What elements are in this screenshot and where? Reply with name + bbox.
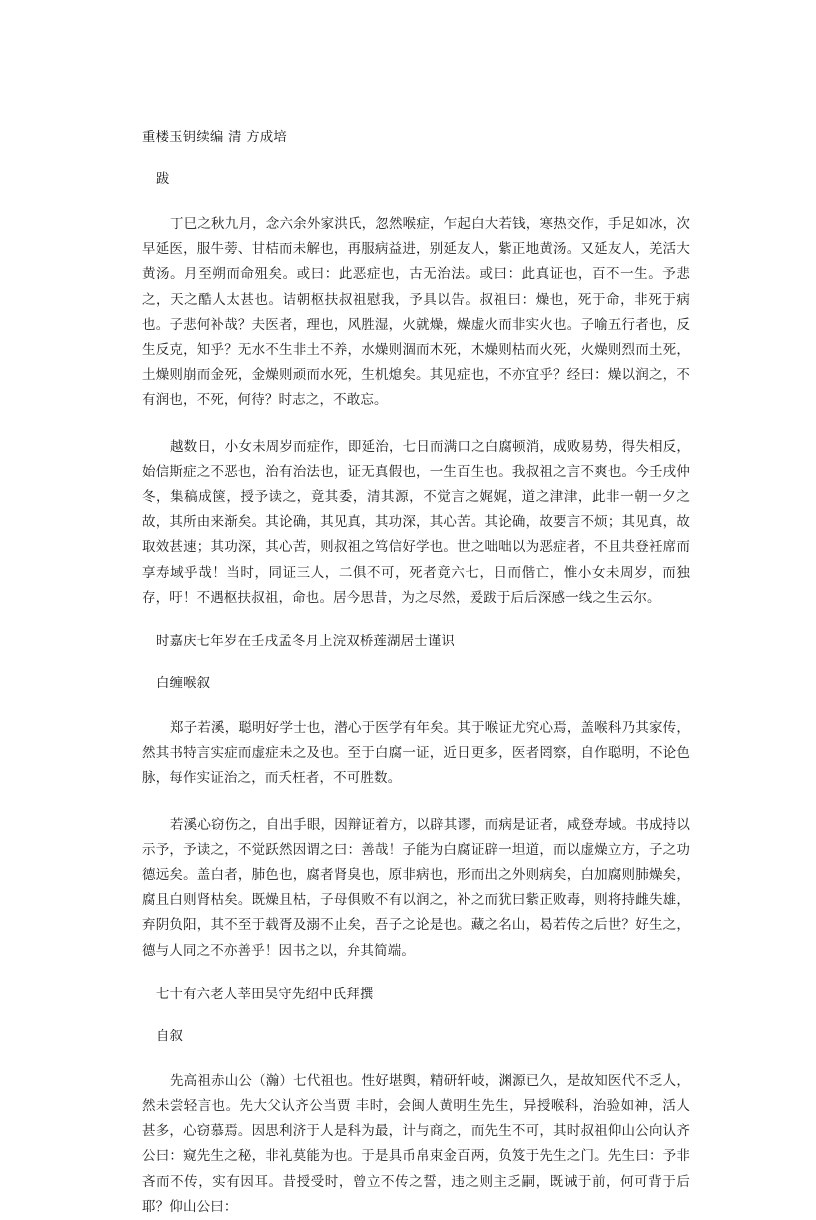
document-content — [142, 128, 690, 1220]
paragraph-ba-2: 越数日，小女未周岁而症作，即延治，七日而满口之白腐顿消，成败易势，得失相反，始信斯症之不恶也，治有治法也，证无真假也，一生百生也。我叔祖之言不爽也。今壬戌仲冬，集稿成箧，授予读之，竟其委，清其源，不觉言之娓娓，道之津津，此非一朝一夕之故，其所由来渐矣。其论确，其见真，其功深，其心苦。其论确，故要言不烦；其见真，故取效甚速；其功深，其心苦，则叔祖之笃信好学也。世之咄咄以为恶症者，不且共登衽席而享寿域乎哉！当时，同证三人，二俱不可，死者竟六七，日而偕亡，惟小女未周岁，而独存，吁！不遇枢扶叔祖，命也。居今思昔，为之尽然，爰跋于后后深感一线之生云尔。 — [142, 438, 690, 606]
paragraph-zixu-1: 先高祖赤山公（瀚）七代祖也。性好堪舆，精研轩岐，渊源已久，是故知医代不乏人，然未尝轻言也。先大父认齐公当贾 丰时，会闽人黄明生先生，异授喉科，治验如神，活人甚多，心窃慕焉。因思利济于人是科为最，计与商之，而先生不可，其时叔祖仰山公向认齐公曰：窥先生之秘，非礼莫能为也。于是具币帛束金百两，负笈于先生之门。先生曰：予非吝而不传，实有因耳。昔授受时，曾立不传之誓，违之则主乏嗣，既诫于前，何可背于后耶？仰山公曰： — [142, 1072, 690, 1215]
paragraph-baichanhou-1: 郑子若溪，聪明好学士也，潜心于医学有年矣。其于喉证尤究心焉，盖喉科乃其家传，然其书特言实症而虚症未之及也。至于白腐一证，近日更多，医者罔察，自作聪明，不论色脉，每作实证治之，而夭枉者，不可胜数。 — [142, 720, 690, 787]
document-title: 重楼玉钥续编 清 方成培 — [142, 130, 288, 145]
section-heading-baichanhou: 白缠喉叙 — [156, 676, 211, 692]
section-heading-ba: 跋 — [156, 172, 170, 187]
paragraph-baichanhou-2: 若溪心窃伤之，自出手眼，因辩证着方，以辟其谬，而病是证者，咸登寿域。书成持以示予，予读之，不觉跃然因谓之曰：善哉！子能为白腐证辟一坦道，而以虚燥立方，子之功德远矣。盖白者，肺色也，腐者肾臭也，原非病也，形而出之外则病矣，白加腐则肺燥矣，腐且白则肾枯矣。既燥且枯，子母俱败不有以润之，补之而犹曰紫正败毒，则将持雌失雄，弃阴负阳，其不至于载胥及溺不止矣，吾子之论是也。藏之名山，曷若传之后世？好生之，德与人同之不亦善乎！因书之以，弁其简端。 — [142, 816, 690, 959]
signature-ba: 时嘉庆七年岁在壬戌孟冬月上浣双桥莲湖居士谨识 — [156, 634, 456, 650]
signature-baichanhou: 七十有六老人莘田吴守先绍中氏拜撰 — [156, 986, 374, 1002]
paragraph-ba-1: 丁巳之秋九月，念六余外家洪氏，忽然喉症，乍起白大若钱，寒热交作，手足如冰，次早延医，服牛蒡、甘桔而未解也，再服病益进，别延友人，紫正地黄汤。又延友人，羌活大黄汤。月至朔而命殂矣。或曰：此恶症也，古无治法。或曰：此真证也，百不一生。予悲之，天之酷人太甚也。诘朝枢扶叔祖慰我，予具以告。叔祖曰：燥也，死于命，非死于病也。子悲何补哉？夫医者，理也，风胜湿，火就燥，燥虚火而非实火也。子喻五行者也，反生反克，知乎？无水不生非土不养，水燥则涸而木死，木燥则枯而火死，火燥则烈而土死，土燥则崩而金死，金燥则顽而水死，生机熄矣。其见症也，不亦宜乎？经曰：燥以润之，不有润也，不死，何待？时志之，不敢忘。 — [142, 216, 690, 409]
section-heading-zixu: 自叙 — [156, 1028, 184, 1044]
